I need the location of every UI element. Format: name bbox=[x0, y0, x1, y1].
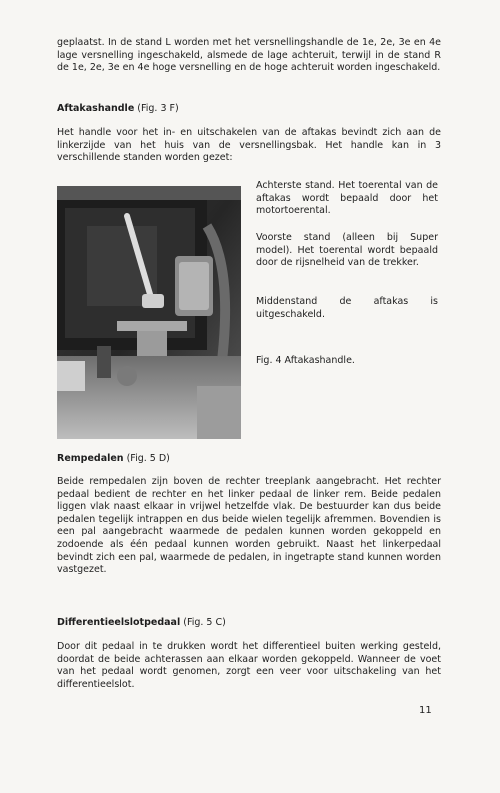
figure-reference: (Fig. 5 D) bbox=[123, 453, 170, 464]
page-number: 11 bbox=[419, 705, 432, 716]
section-title: Rempedalen bbox=[57, 453, 124, 464]
section-title: Aftakashandle bbox=[57, 103, 135, 114]
position-front-text: Voorste stand (alleen bij Super model). Het toerental wordt bepaald door de rijsnelheid van de trekker. bbox=[256, 232, 438, 269]
figure-caption: Fig. 4 Aftakashandle. bbox=[256, 355, 355, 366]
section-heading-aftakashandle bbox=[57, 102, 179, 115]
section-heading-differentieelslotpedaal bbox=[57, 616, 226, 629]
figure-reference: (Fig. 3 F) bbox=[134, 103, 179, 114]
position-rear-text: Achterste stand. Het toerental van de aftakas wordt bepaald door het motortoerental. bbox=[256, 180, 438, 217]
section-title: Differentieelslotpedaal bbox=[57, 617, 181, 628]
position-middle-text: Middenstand de aftakas is uitgeschakeld. bbox=[256, 296, 438, 320]
section-heading-rempedalen bbox=[57, 452, 170, 465]
aftakashandle-photo bbox=[57, 186, 241, 439]
figure-reference: (Fig. 5 C) bbox=[180, 617, 226, 628]
rempedalen-paragraph: Beide rempedalen zijn boven de rechter treeplank aangebracht. Het rechter pedaal bedient de rechter en het linker pedaal de linker rem. Beide pedalen liggen vlak naast elkaar in vrijwel hetzelfde vlak. De bestuurder kan dus beide pedalen tegelijk intrappen en dus beide wielen tegelijk afremmen. Bovendien is een pal aangebracht waarmede de pedalen kunnen worden gekoppeld en zodoende als één pedaal kunnen worden gebruikt. Naast het linkerpedaal bevindt zich een pal, waarmede de pedalen, in ingetrapte stand kunnen worden vastgezet. bbox=[57, 476, 441, 576]
differentieelslot-paragraph: Door dit pedaal in te drukken wordt het differentieel buiten werking gesteld, doordat de beide achterassen aan elkaar worden gekoppeld. Wanneer de voet van het pedaal wordt genomen, zorgt een veer voor uitschakeling van het differentieelslot. bbox=[57, 641, 441, 690]
aftakashandle-paragraph: Het handle voor het in- en uitschakelen van de aftakas bevindt zich aan de linkerzijde van het huis van de versnellingsbak. Het handle kan in 3 verschillende standen worden gezet: bbox=[57, 127, 441, 164]
intro-paragraph: geplaatst. In de stand L worden met het versnellingshandle de 1e, 2e, 3e en 4e lage versnelling ingeschakeld, alsmede de lage achteruit, terwijl in de stand R de 1e, 2e, 3e en 4e hoge versnelling en de hoge achteruit worden ingeschakeld. bbox=[57, 37, 441, 74]
